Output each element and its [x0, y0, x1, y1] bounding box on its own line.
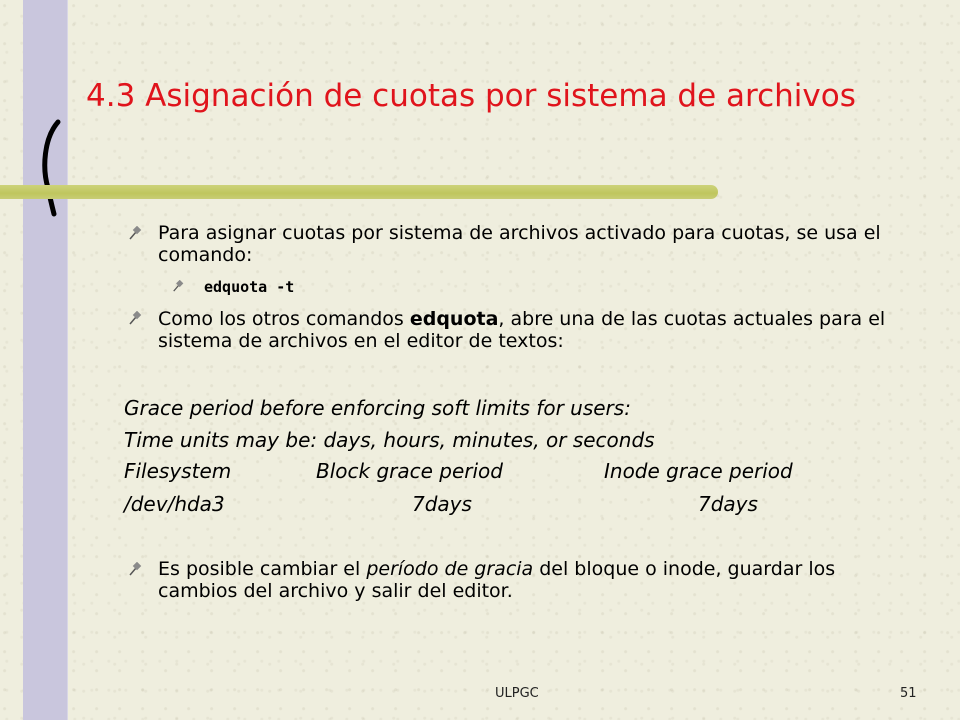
bullet-text-2 — [158, 308, 918, 352]
footer-institution: ULPGC — [495, 686, 539, 701]
pushpin-bullet-icon — [128, 562, 142, 576]
bullet-3-text-after: del bloque o inode, guardar los cambios del archivo y salir del editor. — [158, 558, 836, 602]
bullet-text-3 — [158, 558, 918, 602]
command-edquota-t: edquota -t — [204, 278, 295, 296]
editor-row-inode: 7days — [698, 492, 758, 516]
bullet-2-text-after: , abre una de las cuotas actuales para el sistema de archivos en el editor de textos: — [158, 308, 886, 352]
editor-header-filesystem: Filesystem — [124, 459, 232, 483]
editor-row-filesystem: /dev/hda3 — [124, 492, 225, 516]
editor-line-1: Grace period before enforcing soft limits for users: — [124, 396, 631, 420]
title-rule — [0, 185, 718, 199]
bullet-3-text-before: Es posible cambiar el — [158, 558, 367, 580]
bullet-2-command: edquota — [409, 308, 499, 330]
editor-line-2: Time units may be: days, hours, minutes, or seconds — [124, 428, 655, 452]
editor-row-block: 7days — [412, 492, 472, 516]
bullet-3-emphasis: período de gracia — [366, 558, 534, 580]
page-number: 51 — [900, 686, 917, 701]
editor-header-inode: Inode grace period — [604, 459, 793, 483]
slide-title: 4.3 Asignación de cuotas por sistema de archivos — [86, 78, 856, 114]
pushpin-bullet-icon — [172, 280, 184, 292]
pushpin-bullet-icon — [128, 311, 142, 325]
pushpin-bullet-icon — [128, 226, 142, 240]
bullet-text-1: Para asignar cuotas por sistema de archivos activado para cuotas, se usa el comando: — [158, 222, 881, 266]
bracket-decoration — [36, 118, 66, 218]
editor-header-block: Block grace period — [316, 459, 503, 483]
bullet-2-text-before: Como los otros comandos — [158, 308, 410, 330]
side-bar-decoration — [23, 0, 68, 720]
